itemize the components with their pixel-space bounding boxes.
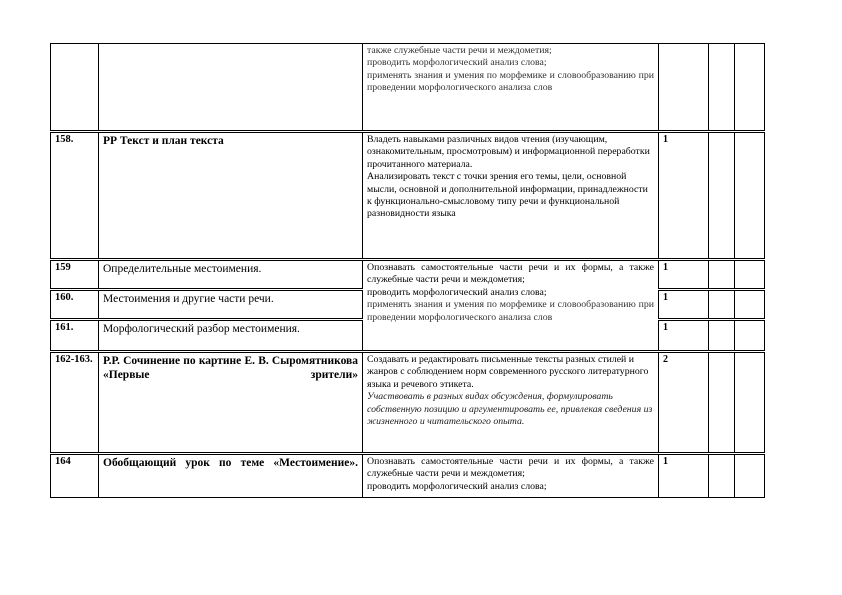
empty-cell [709, 352, 735, 454]
empty-cell [735, 44, 765, 132]
lesson-number-cell [51, 44, 99, 132]
empty-cell [735, 454, 765, 498]
lesson-hours: 2 [659, 352, 709, 454]
table-row [51, 44, 765, 132]
empty-cell [735, 320, 765, 352]
lesson-topic: Обобщающий урок по теме «Местоимение». [99, 454, 363, 498]
lesson-hours: 1 [659, 454, 709, 498]
lesson-topic: Р.Р. Сочинение по картине Е. В. Сыромятникова «Первые зрители» [99, 352, 363, 454]
lesson-topic-cell [99, 44, 363, 132]
activity-text: Создавать и редактировать письменные тексты разных стилей и жанров с соблюдением норм современного русского литературного языка и речевого этикета. [367, 354, 649, 390]
table-row [51, 454, 765, 498]
activities-cell [363, 44, 659, 132]
activity-text: проводить морфологический анализ слова; [367, 480, 547, 492]
lesson-number: 161. [51, 320, 99, 352]
lesson-topic: Местоимения и другие части речи. [99, 290, 363, 320]
lesson-hours: 1 [659, 320, 709, 352]
hours-cell [659, 44, 709, 132]
empty-cell [735, 352, 765, 454]
activities-cell [363, 454, 659, 498]
lesson-number: 158. [51, 132, 99, 260]
activities-cell [363, 260, 659, 352]
empty-cell [709, 44, 735, 132]
empty-cell [709, 290, 735, 320]
empty-cell [735, 260, 765, 290]
lesson-number: 160. [51, 290, 99, 320]
table-row [51, 260, 765, 290]
activity-text: проводить морфологический анализ слова; [367, 286, 547, 298]
empty-cell [709, 454, 735, 498]
empty-cell [709, 320, 735, 352]
activity-text: Опознавать самостоятельные части речи и их формы, а также служебные части речи и междометия; [367, 456, 654, 480]
lesson-number: 164 [51, 454, 99, 498]
table-row [51, 352, 765, 454]
activities-cell [363, 352, 659, 454]
table-row [51, 132, 765, 260]
lesson-hours: 1 [659, 260, 709, 290]
empty-cell [709, 260, 735, 290]
lesson-topic: Определительные местоимения. [99, 260, 363, 290]
empty-cell [709, 132, 735, 260]
activity-text: применять знания и умения по морфемике и словообразованию при проведении морфологического анализа слов [367, 69, 654, 94]
lesson-plan-table [50, 43, 765, 498]
activity-text: проводить морфологический анализ слова; [367, 57, 547, 69]
activity-text: Участвовать в разных видах обсуждения, формулировать собственную позицию и аргументировать ее, привлекая сведения из жизненного и читательского опыта. [367, 391, 653, 428]
empty-cell [735, 132, 765, 260]
activity-text: также служебные части речи и междометия; [367, 45, 552, 56]
activity-text: Владеть навыками различных видов чтения (изучающим, ознакомительным, просмотровым) и информационной переработки прочитанного материала. [367, 134, 650, 170]
empty-cell [735, 290, 765, 320]
activities-cell [363, 132, 659, 260]
lesson-topic: Морфологический разбор местоимения. [99, 320, 363, 352]
activity-text: Опознавать самостоятельные части речи и их формы, а также служебные части речи и междометия; [367, 262, 654, 286]
activity-text: применять знания и умения по морфемике и словообразованию при проведении морфологического анализа слов [367, 299, 654, 323]
lesson-hours: 1 [659, 290, 709, 320]
activity-text: Анализировать текст с точки зрения его темы, цели, основной мысли, основной и дополнительной информации, принадлежности к функционально-смысловому типу речи и функциональной разновидности языка [367, 171, 648, 220]
lesson-number: 159 [51, 260, 99, 290]
lesson-hours: 1 [659, 132, 709, 260]
lesson-topic: РР Текст и план текста [99, 132, 363, 260]
lesson-number: 162-163. [51, 352, 99, 454]
